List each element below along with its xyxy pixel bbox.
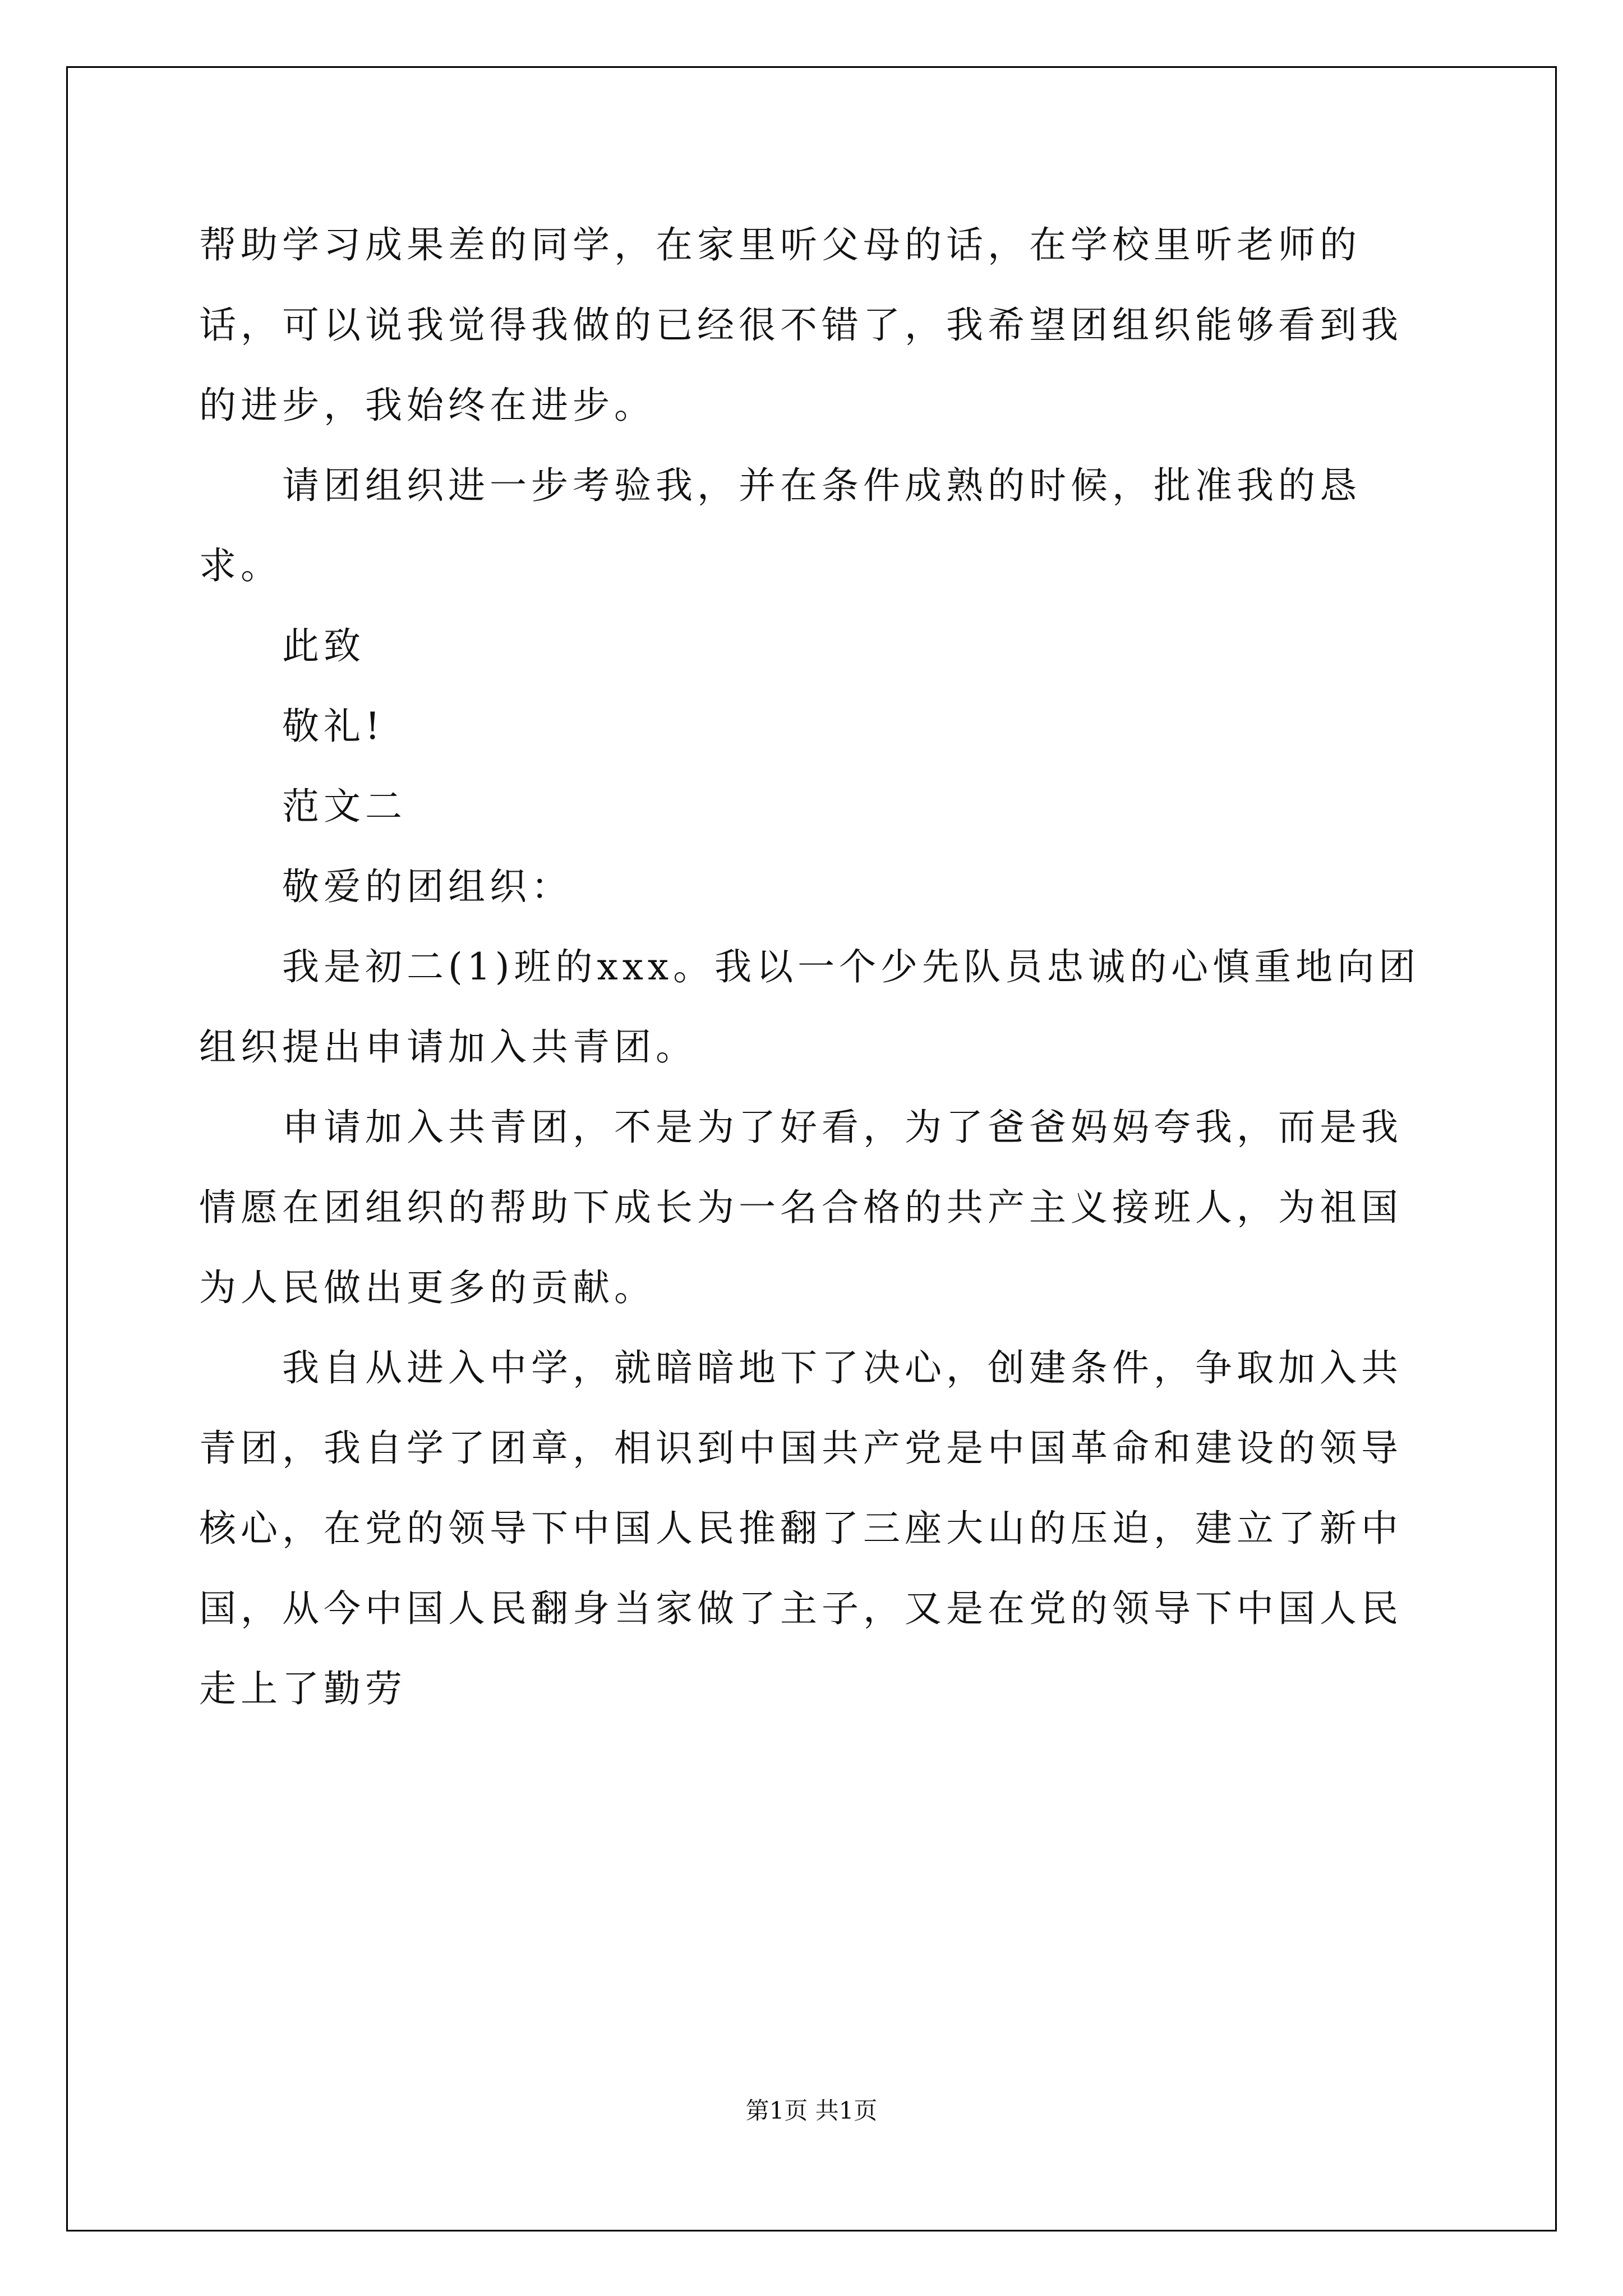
closing-salutation: 此致 — [282, 624, 365, 668]
closing-regards: 敬礼! — [282, 705, 385, 748]
page-number-footer: 第1页 共1页 — [745, 2097, 878, 2124]
paragraph: 申请加入共青团，不是为了好看，为了爸爸妈妈夸我，而是我情愿在团组织的帮助下成长为一名合格的共产主义接班人，为祖国为人民做出更多的贡献。 — [199, 1106, 1403, 1309]
paragraph: 我是初二(1)班的xxx。我以一个少先队员忠诚的心慎重地向团组织提出申请加入共青团。 — [199, 945, 1421, 1069]
paragraph: 我自从进入中学，就暗暗地下了决心，创建条件，争取加入共青团，我自学了团章，相识到中国共产党是中国革命和建设的领导核心，在党的领导下中国人民推翻了三座大山的压迫，建立了新中国，从今中国人民翻身当家做了主子，又是在党的领导下中国人民走上了勤劳 — [199, 1346, 1403, 1710]
paragraph: 帮助学习成果差的同学，在家里听父母的话，在学校里听老师的话，可以说我觉得我做的已经很不错了，我希望团组织能够看到我的进步，我始终在进步。 — [199, 223, 1403, 427]
letter-greeting: 敬爱的团组织： — [282, 865, 573, 908]
paragraph: 请团组织进一步考验我，并在条件成熟的时候，批准我的恳求。 — [199, 464, 1361, 587]
document-body — [199, 205, 1433, 1729]
section-heading: 范文二 — [282, 785, 407, 828]
